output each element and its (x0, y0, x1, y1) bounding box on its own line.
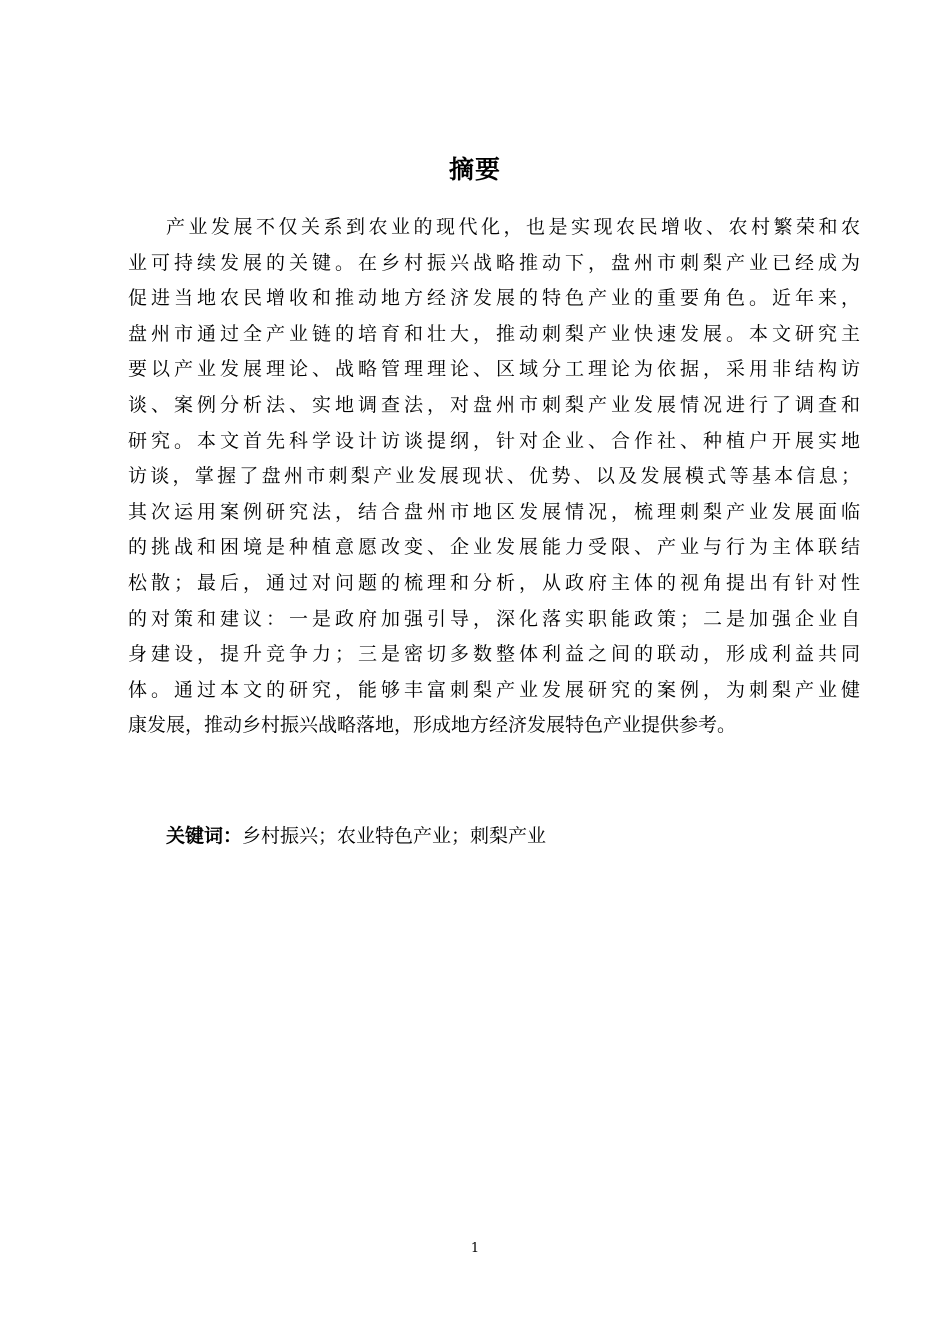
abstract-line: 产业发展不仅关系到农业的现代化，也是实现农民增收、农村繁荣和农 (166, 216, 860, 238)
abstract-line: 业可持续发展的关键。在乡村振兴战略推动下，盘州市刺梨产业已经成为 (128, 251, 860, 274)
abstract-line: 身建设，提升竞争力；三是密切多数整体利益之间的联动，形成利益共同 (128, 643, 860, 666)
abstract-line: 的对策和建议：一是政府加强引导，深化落实职能政策；二是加强企业自 (128, 607, 860, 630)
keywords-label: 关键词： (166, 825, 243, 847)
abstract-line: 康发展，推动乡村振兴战略落地，形成地方经济发展特色产业提供参考。 (128, 714, 737, 737)
keywords-text: 乡村振兴；农业特色产业；刺梨产业 (242, 825, 547, 847)
abstract-line: 的挑战和困境是种植意愿改变、企业发展能力受限、产业与行为主体联结 (128, 536, 860, 559)
abstract-line: 研究。本文首先科学设计访谈提纲，针对企业、合作社、种植户开展实地 (128, 429, 860, 452)
abstract-line: 体。通过本文的研究，能够丰富刺梨产业发展研究的案例，为刺梨产业健 (128, 678, 860, 701)
abstract-body (128, 210, 860, 744)
abstract-title: 摘要 (448, 155, 501, 184)
abstract-line: 其次运用案例研究法，结合盘州市地区发展情况，梳理刺梨产业发展面临 (128, 500, 860, 523)
abstract-line: 松散；最后，通过对问题的梳理和分析，从政府主体的视角提出有针对性 (128, 571, 860, 594)
keywords (166, 818, 546, 854)
abstract-line: 访谈，掌握了盘州市刺梨产业发展现状、优势、以及发展模式等基本信息； (128, 465, 860, 488)
abstract-line: 谈、案例分析法、实地调查法，对盘州市刺梨产业发展情况进行了调查和 (128, 393, 860, 416)
page-number: 1 (470, 1241, 480, 1256)
abstract-line: 促进当地农民增收和推动地方经济发展的特色产业的重要角色。近年来， (128, 287, 860, 310)
abstract-line: 盘州市通过全产业链的培育和壮大，推动刺梨产业快速发展。本文研究主 (128, 322, 860, 345)
abstract-line: 要以产业发展理论、战略管理理论、区域分工理论为依据，采用非结构访 (128, 358, 860, 381)
